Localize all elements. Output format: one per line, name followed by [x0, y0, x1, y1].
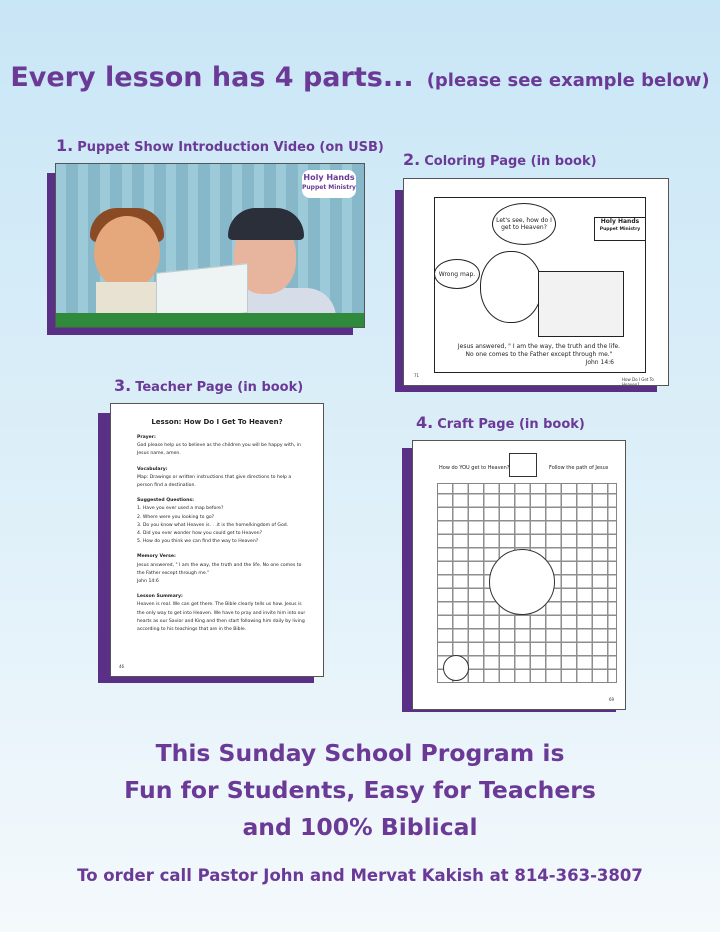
- coloring-logo: [594, 217, 646, 241]
- question-item: 2. Where were you looking to go?: [137, 514, 215, 520]
- questions-heading: Suggested Questions:: [137, 498, 194, 504]
- question-item: 3. Do you know what Heaven is. . .it is the home/kingdom of God.: [137, 522, 289, 528]
- coloring-page-panel: [395, 178, 669, 392]
- coloring-verse-ref: John 14:6: [585, 359, 614, 366]
- video-panel: [47, 163, 365, 335]
- holy-hands-logo: [302, 170, 356, 198]
- teacher-page-panel: [98, 403, 324, 683]
- speech-bubble-wrong: Wrong map.: [434, 259, 480, 289]
- summary-heading: Lesson Summary:: [137, 594, 183, 600]
- part-3-text: Teacher Page (in book): [135, 380, 304, 395]
- coloring-page: [403, 178, 669, 386]
- part-1-number: 1.: [56, 136, 74, 155]
- tagline-line-2: Fun for Students, Easy for Teachers: [124, 776, 596, 804]
- video-logo-line2: Puppet Ministry: [302, 184, 356, 191]
- coloring-verse: Jesus answered, " I am the way, the truth and the life. No one comes to the Father except through me.": [457, 343, 621, 358]
- craft-page-panel: [402, 440, 626, 712]
- vocab-heading: Vocabulary:: [137, 466, 168, 472]
- coloring-logo-line2: Puppet Ministry: [599, 227, 641, 232]
- boy-icon: [480, 251, 542, 323]
- part-4-label: [416, 413, 585, 432]
- part-3-number: 3.: [114, 376, 132, 395]
- headline-note: (please see example below): [426, 70, 710, 91]
- part-4-number: 4.: [416, 413, 434, 432]
- memory-heading: Memory Verse:: [137, 554, 176, 560]
- craft-left-heading: How do YOU get to Heaven?: [439, 465, 510, 471]
- prayer-text: God please help us to believe as the children you will be happy with, in Jesus name, amen.: [137, 443, 301, 457]
- coloring-logo-line1: Holy Hands: [600, 218, 640, 225]
- part-1-text: Puppet Show Introduction Video (on USB): [77, 140, 384, 155]
- coloring-footer-title: How Do I Get To Heaven?: [622, 377, 654, 386]
- craft-page-number: 69: [609, 697, 615, 702]
- map-icon: [538, 271, 624, 337]
- question-item: 1. Have you ever used a map before?: [137, 506, 224, 512]
- craft-right-heading: Follow the path of Jesus: [549, 465, 609, 471]
- craft-page: [412, 440, 626, 710]
- part-4-text: Craft Page (in book): [437, 417, 585, 432]
- castle-icon: [509, 453, 537, 477]
- child-icon: [443, 655, 469, 681]
- teacher-page-number: 46: [119, 664, 125, 669]
- headline: [0, 62, 720, 93]
- tagline-line-3: and 100% Biblical: [242, 813, 478, 841]
- teacher-page: [110, 403, 324, 677]
- video-logo-line1: Holy Hands: [303, 173, 355, 182]
- question-item: 5. How do you think we can find the way to Heaven?: [137, 539, 259, 545]
- coloring-page-number: 71: [414, 373, 420, 378]
- part-1-label: [56, 136, 384, 155]
- part-2-label: [403, 150, 597, 169]
- part-2-number: 2.: [403, 150, 421, 169]
- prayer-heading: Prayer:: [137, 435, 156, 440]
- memory-ref: John 14:6: [137, 579, 159, 585]
- question-item: 4. Did you ever wonder how you could get to Heaven?: [137, 531, 263, 537]
- vocab-text: Map: Drawings or written instructions that give directions to help a person find a destination.: [137, 474, 292, 489]
- speech-bubble-question: Let's see, how do I get to Heaven?: [492, 203, 556, 245]
- summary-text: Heaven is real. We can get there. The Bible clearly tells us how. Jesus is the only way to get into Heaven. We have to pray and invite him into our hearts as our Savior and King and then start following him daily by living according to his teachings that are in the Bible.: [137, 602, 306, 633]
- headline-main: Every lesson has 4 parts...: [10, 62, 414, 93]
- memory-text: Jesus answered, " I am the way, the truth and the life. No one comes to the Father except through me.": [137, 562, 302, 576]
- part-2-text: Coloring Page (in book): [424, 154, 597, 169]
- puppet-icon: [94, 216, 160, 290]
- order-contact: To order call Pastor John and Mervat Kakish at 814-363-3807: [77, 866, 643, 885]
- jesus-icon: [489, 549, 555, 615]
- teacher-title: Lesson: How Do I Get To Heaven?: [151, 418, 283, 426]
- video-still: [55, 163, 365, 328]
- tagline-line-1: This Sunday School Program is: [155, 739, 565, 767]
- tagline: [0, 735, 720, 846]
- part-3-label: [114, 376, 303, 395]
